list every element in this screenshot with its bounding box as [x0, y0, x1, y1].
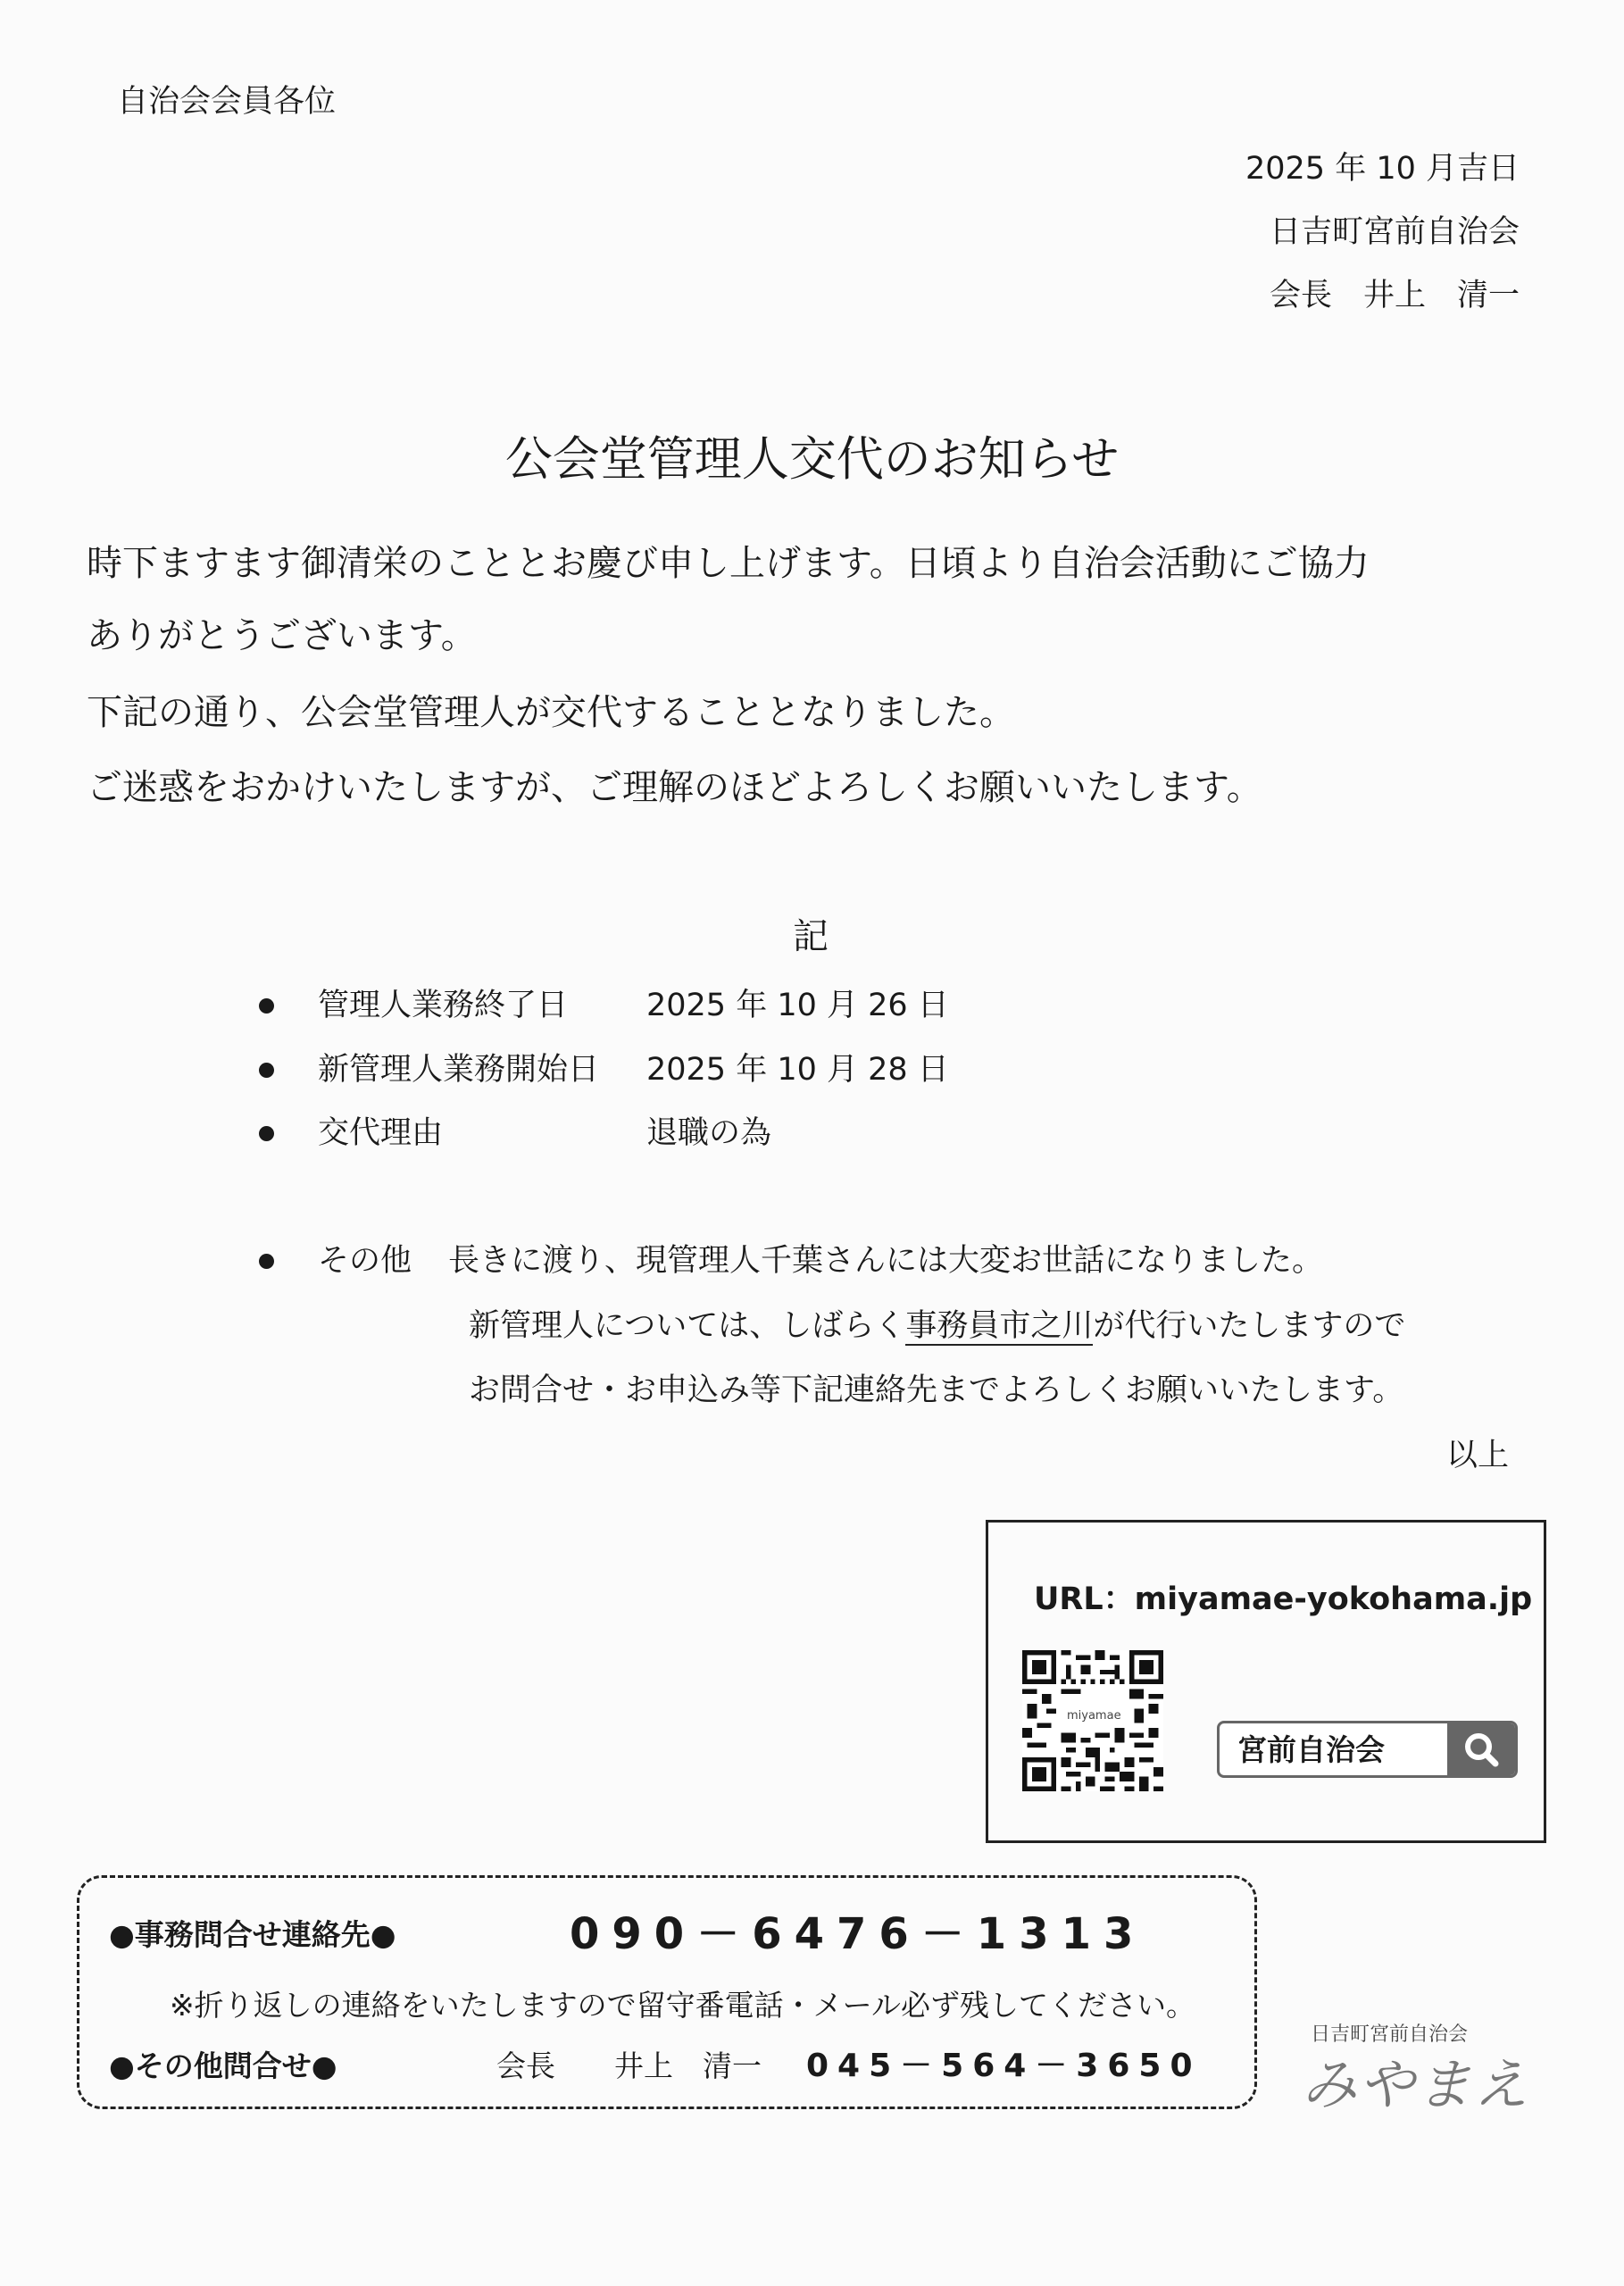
bullet-icon	[259, 1126, 274, 1141]
other-line-1: 長きに渡り、現管理人千葉さんには大変お世話になりました。	[448, 1243, 1324, 1279]
document-title: 公会堂管理人交代のお知らせ	[504, 432, 1120, 487]
other-line-2-pre: 新管理人については、しばらく	[469, 1308, 906, 1344]
other-contact-person: 会長 井上 清一	[496, 2048, 762, 2083]
item-label-end-date: 管理人業務終了日	[318, 988, 569, 1023]
search-button[interactable]	[1447, 1723, 1515, 1775]
item-label-start-date: 新管理人業務開始日	[318, 1052, 600, 1088]
item-value-start-date: 2025 年 10 月 28 日	[646, 1052, 949, 1088]
search-box[interactable]	[1217, 1721, 1518, 1778]
logo-mark: みやまえ	[1302, 2052, 1531, 2117]
sender-name: 会長 井上 清一	[1269, 278, 1520, 313]
item-label-reason: 交代理由	[318, 1115, 444, 1151]
bullet-icon	[259, 998, 274, 1014]
body-line-3: 下記の通り、公会堂管理人が交代することとなりました。	[87, 692, 1015, 733]
other-line-2	[469, 1310, 1405, 1342]
addressee: 自治会会員各位	[117, 84, 337, 120]
acting-manager: 事務員市之川	[905, 1308, 1094, 1344]
website-url[interactable]: URL：miyamae-yokohama.jp	[1034, 1581, 1533, 1617]
other-line-3: お問合せ・お申込み等下記連絡先までよろしくお願いいたします。	[469, 1372, 1404, 1408]
office-phone[interactable]: 090－6476－1313	[570, 1909, 1146, 1959]
search-icon	[1447, 1723, 1515, 1775]
bullet-icon	[259, 1063, 274, 1078]
item-value-reason: 退職の為	[646, 1115, 772, 1151]
bullet-icon	[259, 1254, 274, 1269]
search-term: 宮前自治会	[1237, 1732, 1385, 1767]
item-value-end-date: 2025 年 10 月 26 日	[646, 988, 949, 1023]
other-contact-label: ●その他問合せ●	[109, 2048, 337, 2083]
notice-heading: 記	[793, 916, 829, 957]
sender-organization: 日吉町宮前自治会	[1269, 214, 1520, 250]
closing: 以上	[1446, 1438, 1510, 1473]
body-line-4: ご迷惑をおかけいたしますが、ご理解のほどよろしくお願いいたします。	[87, 767, 1262, 808]
body-line-1: 時下ますます御清栄のこととお慶び申し上げます。日頃より自治会活動にご協力	[87, 543, 1370, 584]
qr-caption: miyamae	[1067, 1709, 1121, 1723]
issue-date: 2025 年 10 月吉日	[1245, 151, 1520, 187]
logo-organization: 日吉町宮前自治会	[1311, 2023, 1469, 2046]
other-line-2-post: が代行いたしますので	[1093, 1308, 1406, 1344]
other-contact-phone[interactable]: 045－564－3650	[806, 2048, 1202, 2084]
item-label-other: その他	[318, 1243, 412, 1279]
office-contact-label: ●事務問合せ連絡先●	[109, 1917, 396, 1952]
contact-note: ※折り返しの連絡をいたしますので留守番電話・メール必ず残してください。	[170, 1988, 1195, 2023]
body-line-2: ありがとうございます。	[87, 615, 477, 656]
